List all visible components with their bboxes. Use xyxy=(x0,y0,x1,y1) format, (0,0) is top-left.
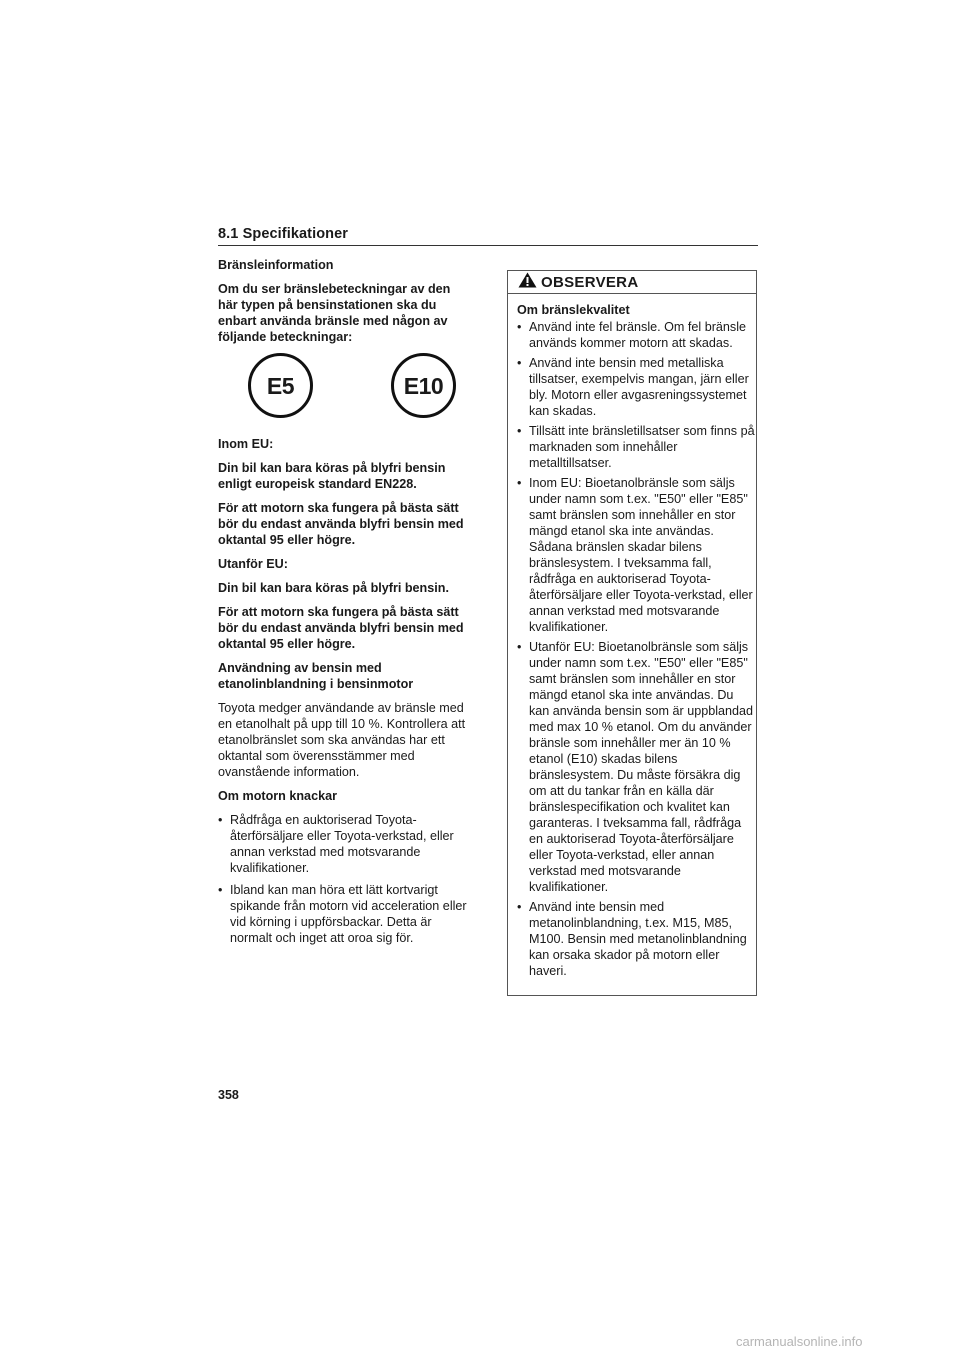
section-title: 8.1 Specifikationer xyxy=(218,226,349,242)
notice-header xyxy=(508,271,756,294)
non-eu-paragraph-2: För att motorn ska fungera på bästa sätt bör du endast använda blyfri bensin med oktantal 95 eller högre. xyxy=(218,605,464,651)
eu-heading: Inom EU: xyxy=(218,437,274,451)
page-number: 358 xyxy=(218,1088,239,1102)
ethanol-heading: Användning av bensin med etanolinblandning i bensinmotor xyxy=(218,661,414,691)
engine-knock-heading: Om motorn knackar xyxy=(218,789,337,803)
notice-box xyxy=(507,270,757,996)
list-item: • Tillsätt inte bränsletillsatser som finns på marknaden som innehåller metalltillsatser. xyxy=(517,423,755,471)
fuel-quality-heading: Om bränslekvalitet xyxy=(517,303,630,317)
list-item: • Inom EU: Bioetanolbränsle som säljs under namn som t.ex. "E50" eller "E85" samt bränslen som innehåller en stor mängd etanol ska inte användas. Sådana bränslen skadar bilens bränslesystem. I tveksamma fall, rådfråga en auktoriserad Toyota-återförsäljare eller Toyota-verkstad, eller annan verkstad med motsvarande kvalifikationer. xyxy=(517,475,755,635)
left-column xyxy=(218,257,468,952)
fuel-label-intro: Om du ser bränslebeteckningar av den här typen på bensinstationen ska du enbart använda bränsle med någon av följande beteckningar: xyxy=(218,282,451,344)
fuel-labels xyxy=(218,353,468,418)
warning-triangle-icon xyxy=(518,272,537,293)
e5-fuel-label: E5 xyxy=(248,353,313,418)
fuel-info-title: Bränsleinformation xyxy=(218,258,334,272)
list-item: • Använd inte bensin med metalliska tillsatser, exempelvis mangan, järn eller bly. Motorn eller avgasreningssystemet kan skadas. xyxy=(517,355,755,419)
notice-body xyxy=(508,294,755,979)
watermark: carmanualsonline.info xyxy=(736,1334,863,1349)
e10-fuel-label: E10 xyxy=(391,353,456,418)
list-item: • Ibland kan man höra ett lätt kortvarigt spikande från motorn vid acceleration eller vid körning i uppförsbackar. Detta är normalt och inget att oroa sig för. xyxy=(218,882,468,946)
engine-knock-list xyxy=(218,812,468,946)
list-item: • Utanför EU: Bioetanolbränsle som säljs under namn som t.ex. "E50" eller "E85" samt bränslen som innehåller en stor mängd etanol ska inte användas. Du kan använda bensin som är uppblandad med max 10 % etanol. Om du använder bränsle som innehåller mer än 10 % etanol (E10) skadas bilens bränslesystem. Du måste försäkra dig om att du tankar från en källa där bränslespecifikation och kvalitet kan garanteras. I tveksamma fall, rådfråga en auktoriserad Toyota-återförsäljare eller Toyota-verkstad, eller annan verkstad med motsvarande kvalifikationer. xyxy=(517,639,755,895)
fuel-quality-list xyxy=(517,319,755,979)
list-item: • Använd inte bensin med metanolinblandning, t.ex. M15, M85, M100. Bensin med metanolinblandning kan orsaka skador på motorn eller haveri. xyxy=(517,899,755,979)
non-eu-heading: Utanför EU: xyxy=(218,557,288,571)
eu-paragraph-1: Din bil kan bara köras på blyfri bensin enligt europeisk standard EN228. xyxy=(218,461,446,491)
notice-title: OBSERVERA xyxy=(541,273,639,291)
section-header xyxy=(218,225,758,246)
non-eu-paragraph-1: Din bil kan bara köras på blyfri bensin. xyxy=(218,581,449,595)
eu-paragraph-2: För att motorn ska fungera på bästa sätt bör du endast använda blyfri bensin med oktantal 95 eller högre. xyxy=(218,501,464,547)
ethanol-paragraph: Toyota medger användande av bränsle med en etanolhalt på upp till 10 %. Kontrollera att etanolbränslet som ska användas har ett oktantal som överensstämmer med ovanstående information. xyxy=(218,701,466,779)
list-item: • Använd inte fel bränsle. Om fel bränsle används kommer motorn att skadas. xyxy=(517,319,755,351)
list-item: • Rådfråga en auktoriserad Toyota-återförsäljare eller Toyota-verkstad, eller annan verkstad med motsvarande kvalifikationer. xyxy=(218,812,468,876)
